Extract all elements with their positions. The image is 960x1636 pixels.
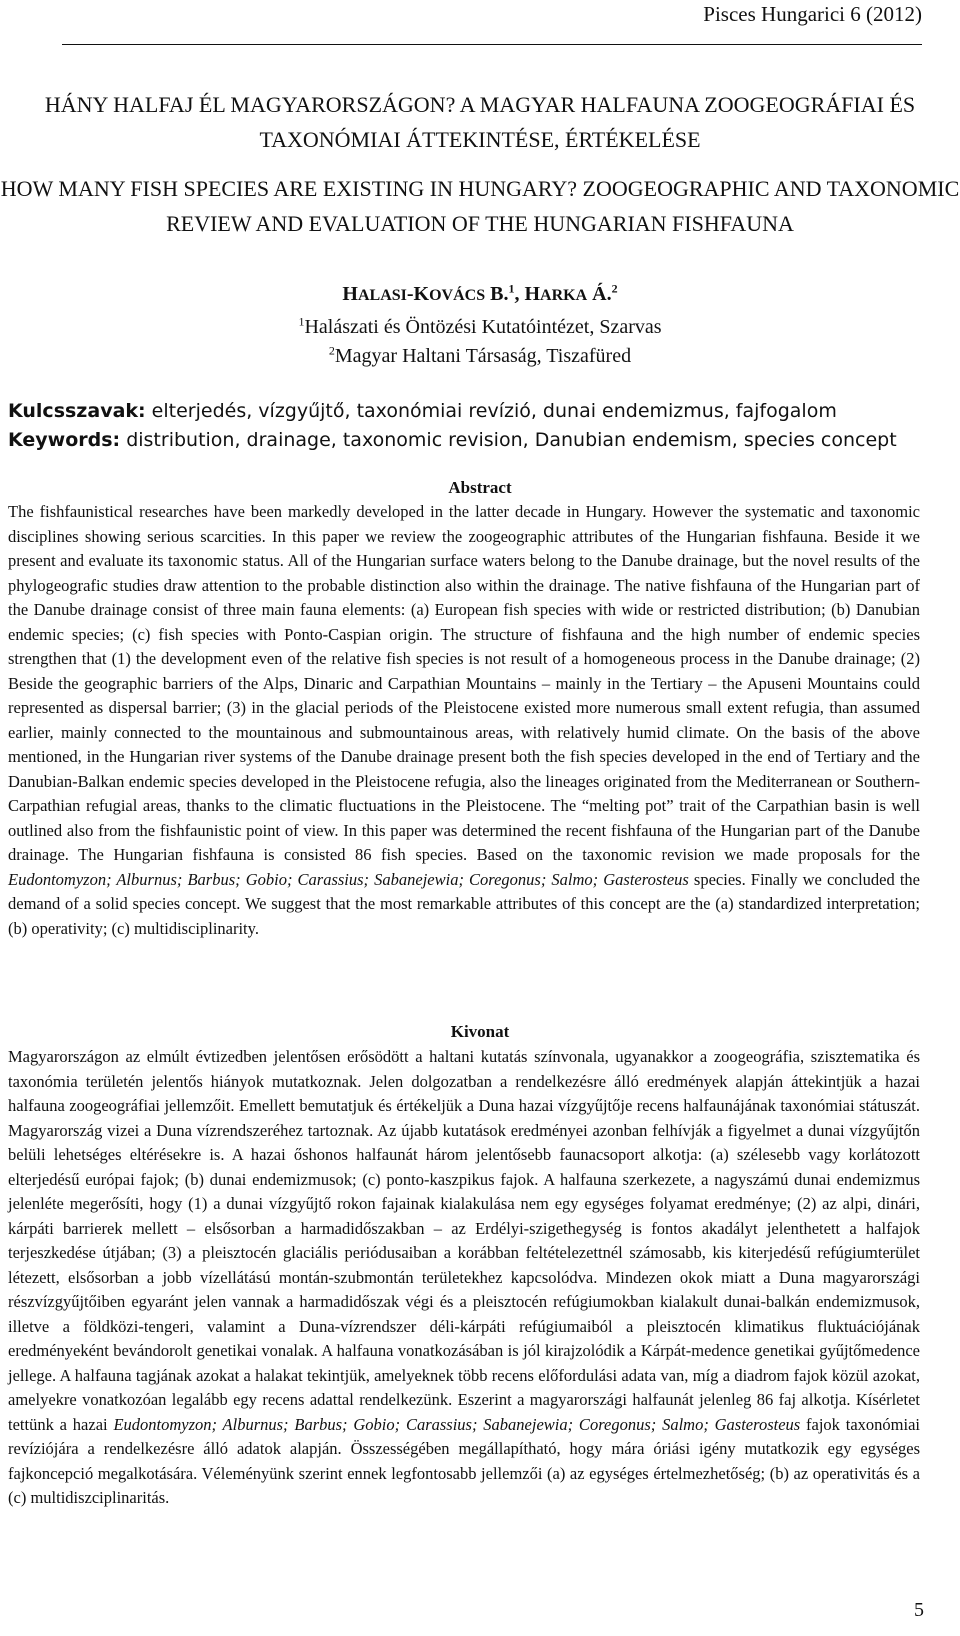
keywords-english-label: Keywords: (8, 429, 121, 451)
author2-rest: Á. (587, 283, 612, 305)
affiliation-1 (0, 316, 960, 339)
author1-smallcaps: ALASI (357, 287, 407, 304)
author2-initial: H (524, 283, 541, 305)
kivonat-body (8, 1045, 920, 1511)
affiliation-2-mark: 2 (328, 343, 335, 358)
abstract-heading: Abstract (448, 478, 512, 497)
kivonat-text-part-1: Magyarországon az elmúlt évtizedben jelentősen erősödött a haltani kutatás színvonala, ugyanakkor a zoogeográfia, szisztematika és taxonómia területén jelentős hiányok mutatkoznak. Jelen dolgozatban a rendelkezésre álló eredmények alapján áttekintjük a hazai halfauna zoogeográfiai jellemzőit. Emellett bemutatjuk és értékeljük a Duna hazai vízgyűjtője recens halfaunájának taxonómiai státuszát. Magyarország vizei a Duna vízrendszeréhez tartoznak. Az újabb kutatások eredményei azonban felhívják a figyelmet a dunai vízgyűjtőn belüli lehetséges eltérésekre is. A hazai őshonos halfaunát három jelentősebb faunacsoport alkotja: (a) szélesebb vagy korlátozott elterjedésű európai fajok; (b) dunai endemizmusok; (c) ponto-kaszpikus fajok. A halfauna szerkezete, a nagyszámú dunai endemizmus jelenléte megerősíti, hogy (1) a dunai vízgyűjtő rokon fajainak kialakulása nem egy egységes folyamat eredménye; (2) az alpi, dinári, kárpáti barrierek mellett – elsősorban a harmadidőszakban – az Erdélyi-szigethegység is fontos akadályt jelenthetett a halfajok terjeszkedése útjában; (3) a pleisztocén glaciális periódusaiban a korábban feltételezettnél számosabb, kis kiterjedésű refúgiumterület létezett, elsősorban a jobb vízellátású montán-szubmontán területekhez kapcsolódva. Mindezen okok miatt a Duna magyarországi részvízgyűjtőiben egyaránt jelen vannak a harmadidőszak végi és a pleisztocén refúgiumokban kialakult dunai-balkán endemizmusok, illetve a földközi-tengeri, valamint a Duna-vízrendszer déli-kárpáti refúgiumaiból a pleisztocén klimatikus fluktuációjának eredményeként bevándorolt genetikai vonalak. A halfauna vonatkozásában is jól kirajzolódik a Kárpát-medence genetikai gyűjtőmedence jellege. A halfauna tagjának azokat a halakat tekintjük, amelyeknek több recens előfordulási adata van, míg a diadrom fajok közül azokat, amelyekre vonatkozóan legalább egy recens adattal rendelkezünk. Eszerint a magyarországi halfaunát jelenleg 86 faj alkotja. Kísérletet tettünk a hazai (8, 1047, 920, 1434)
affiliation-1-mark: 1 (298, 314, 305, 329)
abstract-body (8, 500, 920, 941)
keywords-hungarian-label: Kulcsszavak: (8, 400, 146, 422)
kivonat-heading: Kivonat (450, 1022, 510, 1041)
author1-rest: B. (485, 283, 509, 305)
author1-dash: -K (406, 283, 430, 305)
title-hungarian: HÁNY HALFAJ ÉL MAGYARORSZÁGON? A MAGYAR HALFAUNA ZOOGEOGRÁFIAI ÉS TAXONÓMIAI ÁTTEKINTÉSE, ÉRTÉKELÉSE (44, 92, 916, 152)
author1-affiliation-mark: 1 (508, 281, 515, 296)
keywords-english-text: distribution, drainage, taxonomic revision, Danubian endemism, species concept (120, 429, 897, 451)
affiliation-1-text: Halászati és Öntözési Kutatóintézet, Szarvas (304, 316, 662, 338)
kivonat-text-part-2: fajok taxonómiai revíziójára a rendelkezésre álló adatok alapján. Összességében megállapítható, hogy mára óriási igény mutatkozik egy egységes fajkoncepció megalkotására. Véleményünk szerint ennek legfontosabb jellemzői (a) az egységes értelmezhetőség; (b) az operativitás és a (c) multidiszciplinaritás. (8, 1414, 920, 1507)
author-line (0, 283, 960, 306)
abstract-text-part-1: The fishfaunistical researches have been markedly developed in the latter decade in Hungary. However the systematic and taxonomic disciplines showing serious scarcities. In this paper we review the zoogeographic attributes of the Hungarian fishfauna. Beside it we present and evaluate its taxonomic status. All of the Hungarian surface waters belong to the Danube drainage, but the novel results of the phylogeografic studies draw attention to the probable distinction also within the drainage. The native fishfauna of the Hungarian part of the Danube drainage consist of three main fauna elements: (a) European fish species with wide or restricted distribution; (b) Danubian endemic species; (c) fish species with Ponto-Caspian origin. The structure of fishfauna and the high number of endemic species strengthen that (1) the development even of the relative fish species is not result of a homogeneous process in the Danube drainage; (2) Beside the geographic barriers of the Alps, Dinaric and Carpathian Mountains – mainly in the Tertiary – the Apuseni Mountains could represented as dispersal barrier; (3) in the glacial periods of the Pleistocene existed more numerous small extent refugia, than assumed earlier, mainly connected to the mountainous and submountainous areas, with relatively humid climate. On the basis of the above mentioned, in the Hungarian river systems of the Danube drainage present both the fish species developed in the end of Tertiary and the Danubian-Balkan endemic species developed in the Pleistocene refugia, also the lineages originated from the Mediterranean or Southern-Carpathian refugial areas, thanks to the climatic fluctuations in the Pleistocene. The “melting pot” trait of the Carpathian basin is well outlined also from the fishfaunistic point of view. In this paper was determined the recent fishfauna of the Hungarian part of the Danube drainage. The Hungarian fishfauna is consisted 86 fish species. Based on the taxonomic revision we made proposals for the (8, 502, 920, 864)
journal-header: Pisces Hungarici 6 (2012) (703, 2, 922, 26)
author1-initial: H (342, 283, 358, 305)
affiliation-2-text: Magyar Haltani Társaság, Tiszafüred (334, 345, 632, 367)
abstract-text-part-2: species. Finally we concluded the demand of a solid species concept. We suggest that the most remarkable attributes of this concept are the (a) standardized interpretation; (b) operativity; (c) multidisciplinarity. (8, 869, 920, 938)
author1-smallcaps-2: OVÁCS (429, 287, 486, 304)
page-number: 5 (914, 1599, 924, 1621)
author2-smallcaps: ARKA (540, 287, 588, 304)
title-english: HOW MANY FISH SPECIES ARE EXISTING IN HUNGARY? ZOOGEOGRAPHIC AND TAXONOMIC REVIEW AND EVALUATION OF THE HUNGARIAN FISHFAUNA (0, 176, 960, 236)
keywords-english (8, 427, 938, 454)
header-rule (62, 44, 922, 45)
abstract-genera-list: Eudontomyzon; Alburnus; Barbus; Gobio; Carassius; Sabanejewia; Coregonus; Salmo; Gasterosteus (8, 869, 689, 889)
affiliation-2 (0, 345, 960, 368)
keywords-hungarian-text: elterjedés, vízgyűjtő, taxonómiai revízió, dunai endemizmus, fajfogalom (145, 400, 837, 422)
keywords-hungarian (8, 398, 938, 425)
author2-affiliation-mark: 2 (611, 281, 618, 296)
author-separator: , (514, 283, 525, 305)
kivonat-genera-list: Eudontomyzon; Alburnus; Barbus; Gobio; Carassius; Sabanejewia; Coregonus; Salmo; Gasterosteus (113, 1414, 801, 1434)
